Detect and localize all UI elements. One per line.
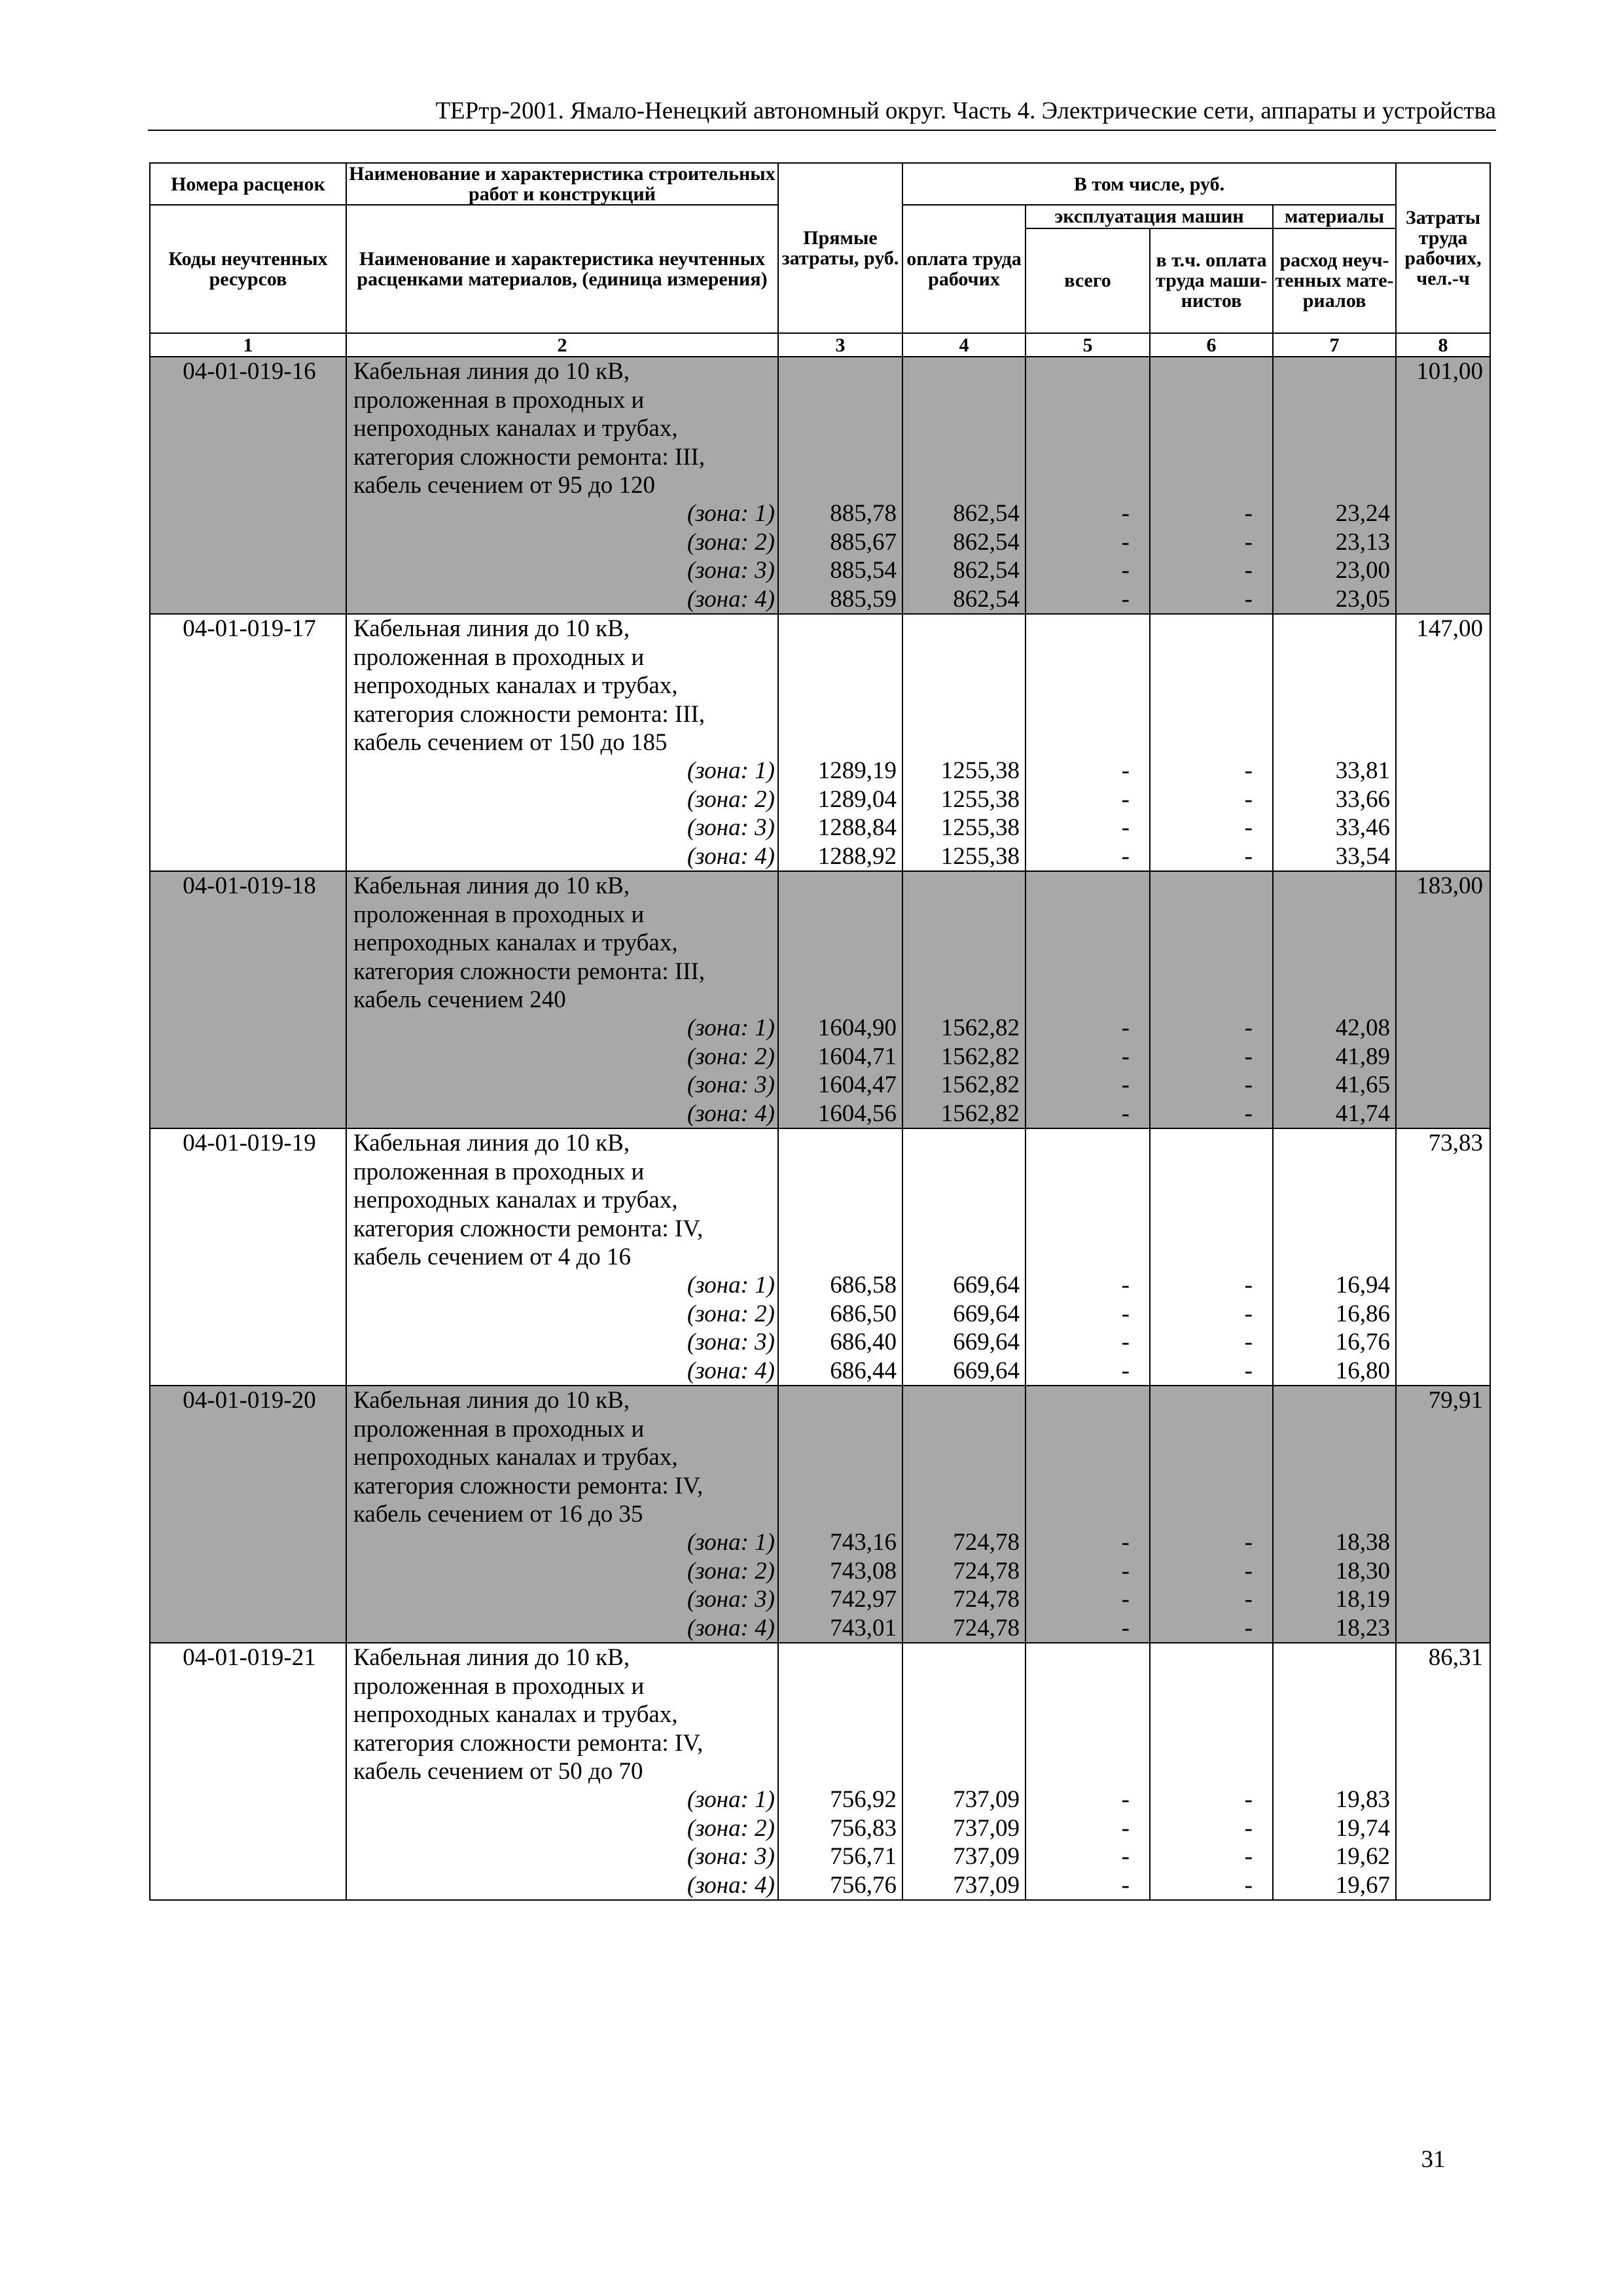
materials-cost: 16,94 — [1335, 1272, 1391, 1299]
wages-cost: 669,64 — [953, 1329, 1020, 1355]
spacer — [1274, 1386, 1390, 1528]
direct-cost-cell — [778, 871, 902, 1128]
rate-name-lines — [353, 615, 777, 757]
materials-cost: 19,62 — [1335, 1843, 1391, 1870]
rate-row — [150, 871, 1490, 1128]
direct-cost-cell — [778, 614, 902, 871]
wages-cost: 724,78 — [953, 1586, 1020, 1613]
materials-cost: 33,81 — [1335, 757, 1391, 784]
direct-cost: 1604,56 — [817, 1100, 897, 1127]
labor-cost: 101,00 — [1396, 357, 1490, 614]
direct-cost-cell — [778, 1643, 902, 1900]
col1-top-header: Номера расценок — [150, 163, 346, 205]
wages-cost: 1562,82 — [940, 1071, 1020, 1098]
rate-name-line: категория сложности ремонта: III, — [353, 700, 705, 728]
materials-cost-cell — [1273, 1643, 1396, 1900]
materials-header: материалы — [1273, 205, 1396, 228]
wages-cost-cell — [902, 1643, 1026, 1900]
col5-header: всего — [1026, 228, 1150, 333]
materials-cost: 33,66 — [1335, 785, 1391, 813]
rate-name-line: проложенная в проходных и — [353, 1415, 645, 1443]
direct-cost: 686,40 — [830, 1329, 897, 1355]
rate-name-line: Кабельная линия до 10 кВ, — [353, 358, 630, 385]
machines-cost: - — [1121, 1357, 1130, 1384]
materials-cost-cell — [1273, 614, 1396, 871]
zone-label: (зона: 1) — [687, 1786, 775, 1813]
direct-cost: 1604,90 — [817, 1014, 897, 1041]
machinists-wages: - — [1244, 1043, 1253, 1070]
col-number: 3 — [778, 333, 902, 357]
wages-cost: 669,64 — [953, 1357, 1020, 1384]
zone-label: (зона: 1) — [687, 757, 775, 784]
rate-name-lines — [353, 872, 777, 1014]
wages-cost: 862,54 — [953, 528, 1020, 556]
spacer — [1026, 615, 1130, 757]
zone-label: (зона: 3) — [687, 814, 775, 841]
spacer — [1150, 1643, 1253, 1785]
col2-top-header: Наименование и характеристика строительных работ и конструкций — [346, 163, 778, 205]
rate-name-line: категория сложности ремонта: III, — [353, 958, 705, 985]
col-number: 5 — [1026, 333, 1150, 357]
direct-cost: 1604,47 — [817, 1071, 897, 1098]
rate-name-line: кабель сечением от 16 до 35 — [353, 1501, 643, 1528]
spacer — [903, 615, 1020, 757]
materials-cost: 18,38 — [1335, 1529, 1391, 1556]
machines-cost: - — [1121, 1786, 1130, 1813]
rate-name-line: кабель сечением от 4 до 16 — [353, 1244, 632, 1270]
materials-cost-cell — [1273, 1386, 1396, 1643]
materials-cost: 33,54 — [1335, 842, 1391, 870]
materials-cost: 23,05 — [1335, 585, 1391, 613]
machinists-wages: - — [1244, 1329, 1253, 1355]
spacer — [1026, 872, 1130, 1014]
machines-cost: - — [1121, 814, 1130, 841]
rate-name-line: Кабельная линия до 10 кВ, — [353, 1387, 630, 1414]
spacer — [779, 1129, 897, 1271]
materials-cost: 19,67 — [1335, 1871, 1391, 1899]
rate-name-line: непроходных каналах и трубах, — [353, 1187, 678, 1213]
machinists-wages: - — [1244, 528, 1253, 556]
machines-cost: - — [1121, 757, 1130, 784]
rate-description — [346, 357, 778, 614]
machines-cost-cell — [1026, 1643, 1150, 1900]
rate-row — [150, 1643, 1490, 1900]
rate-row — [150, 357, 1490, 614]
rate-name-lines — [353, 1643, 777, 1785]
direct-cost: 1289,04 — [817, 785, 897, 813]
wages-cost-cell — [902, 871, 1026, 1128]
wages-cost: 1255,38 — [940, 842, 1020, 870]
rate-name-line: проложенная в проходных и — [353, 1672, 645, 1700]
rate-row — [150, 1386, 1490, 1643]
spacer — [1150, 615, 1253, 757]
direct-cost: 743,01 — [830, 1614, 897, 1641]
machines-cost: - — [1121, 1529, 1130, 1556]
machinists-wages: - — [1244, 785, 1253, 813]
zone-label: (зона: 3) — [687, 1329, 775, 1355]
machinists-wages-cell — [1150, 357, 1273, 614]
spacer — [903, 1386, 1020, 1528]
zone-label: (зона: 4) — [687, 1100, 775, 1127]
direct-cost-cell — [778, 1386, 902, 1643]
zone-label: (зона: 4) — [687, 1357, 775, 1384]
machines-cost: - — [1121, 1100, 1130, 1127]
wages-cost: 862,54 — [953, 557, 1020, 584]
zone-label: (зона: 4) — [687, 585, 775, 613]
machinists-wages: - — [1244, 1529, 1253, 1556]
rate-code: 04-01-019-16 — [150, 357, 346, 614]
spacer — [779, 872, 897, 1014]
col2-bottom-header: Наименование и характеристика неучтенных расценками материалов, (единица измерения) — [346, 205, 778, 333]
wages-cost: 1562,82 — [940, 1014, 1020, 1041]
machinists-wages: - — [1244, 1614, 1253, 1641]
wages-cost: 737,09 — [953, 1814, 1020, 1842]
spacer — [1026, 1129, 1130, 1271]
machines-cost: - — [1121, 1272, 1130, 1299]
rate-name-line: Кабельная линия до 10 кВ, — [353, 1130, 630, 1157]
machines-cost: - — [1121, 1300, 1130, 1327]
materials-cost: 23,00 — [1335, 557, 1391, 584]
zone-label: (зона: 3) — [687, 1843, 775, 1870]
machinists-wages: - — [1244, 557, 1253, 584]
wages-cost: 1255,38 — [940, 757, 1020, 784]
spacer — [1150, 1129, 1253, 1271]
materials-cost: 16,76 — [1335, 1329, 1391, 1355]
zone-label: (зона: 2) — [687, 785, 775, 813]
rate-name-line: Кабельная линия до 10 кВ, — [353, 872, 630, 899]
machinists-wages: - — [1244, 1814, 1253, 1842]
machinists-wages: - — [1244, 757, 1253, 784]
rate-code: 04-01-019-20 — [150, 1386, 346, 1643]
machinists-wages-cell — [1150, 1643, 1273, 1900]
col8-header: Затраты труда рабочих, чел.-ч — [1396, 163, 1490, 333]
rate-name-lines — [353, 357, 777, 499]
machines-cost: - — [1121, 842, 1130, 870]
rate-name-line: кабель сечением 240 — [353, 986, 566, 1013]
rate-row — [150, 1128, 1490, 1386]
wages-cost: 1255,38 — [940, 814, 1020, 841]
direct-cost: 743,16 — [830, 1529, 897, 1556]
col3-header: Прямые затраты, руб. — [778, 163, 902, 333]
rate-name-line: проложенная в проходных и — [353, 643, 645, 671]
zone-label: (зона: 3) — [687, 557, 775, 584]
spacer — [1274, 615, 1390, 757]
machines-cost: - — [1121, 1614, 1130, 1641]
direct-cost-cell — [778, 357, 902, 614]
machines-cost-cell — [1026, 871, 1150, 1128]
direct-cost: 686,50 — [830, 1300, 897, 1327]
rate-description — [346, 1386, 778, 1643]
materials-cost: 19,74 — [1335, 1814, 1391, 1842]
rate-name-line: категория сложности ремонта: III, — [353, 443, 705, 471]
machines-cost-cell — [1026, 614, 1150, 871]
rate-name-line: категория сложности ремонта: IV, — [353, 1472, 704, 1499]
column-number-row — [150, 333, 1490, 357]
direct-cost: 743,08 — [830, 1557, 897, 1585]
machinists-wages: - — [1244, 1100, 1253, 1127]
rate-name-lines — [353, 1386, 777, 1528]
rate-name-line: непроходных каналах и трубах, — [353, 1701, 678, 1728]
wages-cost: 1562,82 — [940, 1100, 1020, 1127]
rate-code: 04-01-019-17 — [150, 614, 346, 871]
rate-name-line: непроходных каналах и трубах, — [353, 1444, 678, 1471]
spacer — [903, 1643, 1020, 1785]
materials-cost: 16,86 — [1335, 1300, 1391, 1327]
direct-cost: 756,76 — [830, 1871, 897, 1899]
rate-name-line: категория сложности ремонта: IV, — [353, 1215, 704, 1242]
spacer — [1274, 872, 1390, 1014]
spacer — [1150, 872, 1253, 1014]
materials-cost-cell — [1273, 357, 1396, 614]
materials-cost: 23,24 — [1335, 500, 1391, 527]
direct-cost: 1288,84 — [817, 814, 897, 841]
materials-cost: 19,83 — [1335, 1786, 1391, 1813]
zone-label: (зона: 4) — [687, 842, 775, 870]
zone-label: (зона: 4) — [687, 1871, 775, 1899]
col-number: 6 — [1150, 333, 1273, 357]
col-number: 4 — [902, 333, 1026, 357]
rate-name-lines — [353, 1129, 777, 1271]
rate-name-line: категория сложности ремонта: IV, — [353, 1729, 704, 1757]
direct-cost: 742,97 — [830, 1586, 897, 1613]
machines-cost: - — [1121, 528, 1130, 556]
spacer — [1026, 357, 1130, 499]
rate-code: 04-01-019-19 — [150, 1128, 346, 1386]
group-header: В том числе, руб. — [902, 163, 1396, 205]
labor-cost: 86,31 — [1396, 1643, 1490, 1900]
labor-cost: 79,91 — [1396, 1386, 1490, 1643]
wages-cost-cell — [902, 357, 1026, 614]
rate-name-line: проложенная в проходных и — [353, 386, 645, 414]
spacer — [1274, 357, 1390, 499]
machines-cost: - — [1121, 1871, 1130, 1899]
machinists-wages-cell — [1150, 614, 1273, 871]
direct-cost: 1289,19 — [817, 757, 897, 784]
running-header: ТЕРтр-2001. Ямало-Ненецкий автономный округ. Часть 4. Электрические сети, аппараты и устройства — [148, 93, 1496, 131]
zone-label: (зона: 1) — [687, 1272, 775, 1299]
rate-name-line: кабель сечением от 95 до 120 — [353, 472, 656, 499]
wages-cost: 737,09 — [953, 1786, 1020, 1813]
spacer — [779, 1386, 897, 1528]
direct-cost: 686,44 — [830, 1357, 897, 1384]
rate-name-line: кабель сечением от 150 до 185 — [353, 729, 668, 756]
materials-cost-cell — [1273, 1128, 1396, 1386]
rate-description — [346, 1128, 778, 1386]
zone-label: (зона: 1) — [687, 500, 775, 527]
spacer — [1274, 1129, 1390, 1271]
col-number: 2 — [346, 333, 778, 357]
direct-cost: 885,59 — [830, 585, 897, 613]
machinists-wages: - — [1244, 1557, 1253, 1585]
spacer — [1026, 1643, 1130, 1785]
zone-label: (зона: 3) — [687, 1071, 775, 1098]
materials-cost-cell — [1273, 871, 1396, 1128]
machinists-wages: - — [1244, 1871, 1253, 1899]
machinists-wages: - — [1244, 814, 1253, 841]
rate-description — [346, 1643, 778, 1900]
page-number: 31 — [1421, 2146, 1446, 2173]
materials-cost: 18,23 — [1335, 1614, 1391, 1641]
zone-label: (зона: 2) — [687, 1814, 775, 1842]
machines-cost: - — [1121, 1014, 1130, 1041]
rate-description — [346, 614, 778, 871]
wages-cost: 724,78 — [953, 1557, 1020, 1585]
rate-code: 04-01-019-18 — [150, 871, 346, 1128]
col-number: 8 — [1396, 333, 1490, 357]
machines-cost: - — [1121, 1043, 1130, 1070]
direct-cost: 885,54 — [830, 557, 897, 584]
machines-header: эксплуатация машин — [1026, 205, 1273, 228]
materials-cost: 16,80 — [1335, 1357, 1391, 1384]
spacer — [1026, 1386, 1130, 1528]
direct-cost: 686,58 — [830, 1272, 897, 1299]
wages-cost-cell — [902, 1386, 1026, 1643]
wages-cost-cell — [902, 1128, 1026, 1386]
rate-name-line: кабель сечением от 50 до 70 — [353, 1758, 643, 1785]
machines-cost: - — [1121, 1071, 1130, 1098]
machines-cost: - — [1121, 1586, 1130, 1613]
col7-header: расход неуч-тенных мате-риалов — [1273, 228, 1396, 333]
zone-label: (зона: 3) — [687, 1586, 775, 1613]
machines-cost: - — [1121, 1843, 1130, 1870]
rate-name-line: проложенная в проходных и — [353, 1158, 645, 1185]
zone-label: (зона: 2) — [687, 1043, 775, 1070]
wages-cost: 669,64 — [953, 1272, 1020, 1299]
spacer — [903, 1129, 1020, 1271]
zone-label: (зона: 2) — [687, 1300, 775, 1327]
rate-name-line: Кабельная линия до 10 кВ, — [353, 615, 630, 642]
machinists-wages-cell — [1150, 871, 1273, 1128]
col-number: 1 — [150, 333, 346, 357]
col4-header: оплата труда рабочих — [902, 205, 1026, 333]
zone-label: (зона: 1) — [687, 1529, 775, 1556]
machines-cost-cell — [1026, 357, 1150, 614]
materials-cost: 42,08 — [1335, 1014, 1391, 1041]
direct-cost: 756,92 — [830, 1786, 897, 1813]
machines-cost: - — [1121, 1814, 1130, 1842]
col1-bottom-header: Коды неучтенных ресурсов — [150, 205, 346, 333]
spacer — [1150, 357, 1253, 499]
materials-cost: 41,65 — [1335, 1071, 1391, 1098]
machines-cost: - — [1121, 500, 1130, 527]
rate-code: 04-01-019-21 — [150, 1643, 346, 1900]
machinists-wages: - — [1244, 1014, 1253, 1041]
machinists-wages-cell — [1150, 1128, 1273, 1386]
direct-cost: 885,78 — [830, 500, 897, 527]
materials-cost: 18,19 — [1335, 1586, 1391, 1613]
direct-cost: 756,71 — [830, 1843, 897, 1870]
spacer — [779, 1643, 897, 1785]
wages-cost: 724,78 — [953, 1614, 1020, 1641]
direct-cost-cell — [778, 1128, 902, 1386]
wages-cost: 862,54 — [953, 585, 1020, 613]
wages-cost: 737,09 — [953, 1871, 1020, 1899]
labor-cost: 73,83 — [1396, 1128, 1490, 1386]
wages-cost: 737,09 — [953, 1843, 1020, 1870]
spacer — [1150, 1386, 1253, 1528]
labor-cost: 147,00 — [1396, 614, 1490, 871]
machinists-wages: - — [1244, 1300, 1253, 1327]
table-header — [150, 163, 1490, 357]
machinists-wages: - — [1244, 1786, 1253, 1813]
spacer — [1274, 1643, 1390, 1785]
wages-cost: 1255,38 — [940, 785, 1020, 813]
wages-cost: 724,78 — [953, 1529, 1020, 1556]
direct-cost: 885,67 — [830, 528, 897, 556]
rate-name-line: непроходных каналах и трубах, — [353, 929, 678, 956]
direct-cost: 1288,92 — [817, 842, 897, 870]
zone-label: (зона: 4) — [687, 1614, 775, 1641]
machinists-wages: - — [1244, 1843, 1253, 1870]
col6-header: в т.ч. оплата труда маши-нистов — [1150, 228, 1273, 333]
direct-cost: 1604,71 — [817, 1043, 897, 1070]
materials-cost: 23,13 — [1335, 528, 1391, 556]
wages-cost: 862,54 — [953, 500, 1020, 527]
spacer — [903, 357, 1020, 499]
rate-name-line: непроходных каналах и трубах, — [353, 672, 678, 699]
materials-cost: 33,46 — [1335, 814, 1391, 841]
rates-table — [149, 162, 1491, 1901]
machines-cost: - — [1121, 1557, 1130, 1585]
rate-row — [150, 614, 1490, 871]
rate-name-line: проложенная в проходных и — [353, 901, 645, 928]
zone-label: (зона: 1) — [687, 1014, 775, 1041]
machinists-wages: - — [1244, 585, 1253, 613]
machines-cost: - — [1121, 1329, 1130, 1355]
labor-cost: 183,00 — [1396, 871, 1490, 1128]
rate-description — [346, 871, 778, 1128]
spacer — [779, 357, 897, 499]
machines-cost-cell — [1026, 1128, 1150, 1386]
rate-name-line: непроходных каналах и трубах, — [353, 415, 678, 442]
machinists-wages: - — [1244, 1272, 1253, 1299]
machinists-wages: - — [1244, 1071, 1253, 1098]
col-number: 7 — [1273, 333, 1396, 357]
machinists-wages-cell — [1150, 1386, 1273, 1643]
spacer — [903, 872, 1020, 1014]
machines-cost: - — [1121, 585, 1130, 613]
machines-cost-cell — [1026, 1386, 1150, 1643]
zone-label: (зона: 2) — [687, 528, 775, 556]
wages-cost: 1562,82 — [940, 1043, 1020, 1070]
machinists-wages: - — [1244, 842, 1253, 870]
machinists-wages: - — [1244, 500, 1253, 527]
wages-cost: 669,64 — [953, 1300, 1020, 1327]
materials-cost: 41,89 — [1335, 1043, 1391, 1070]
zone-label: (зона: 2) — [687, 1557, 775, 1585]
spacer — [779, 615, 897, 757]
wages-cost-cell — [902, 614, 1026, 871]
machinists-wages: - — [1244, 1586, 1253, 1613]
materials-cost: 18,30 — [1335, 1557, 1391, 1585]
machinists-wages: - — [1244, 1357, 1253, 1384]
machines-cost: - — [1121, 785, 1130, 813]
rate-name-line: Кабельная линия до 10 кВ, — [353, 1644, 630, 1671]
machines-cost: - — [1121, 557, 1130, 584]
materials-cost: 41,74 — [1335, 1100, 1391, 1127]
direct-cost: 756,83 — [830, 1814, 897, 1842]
